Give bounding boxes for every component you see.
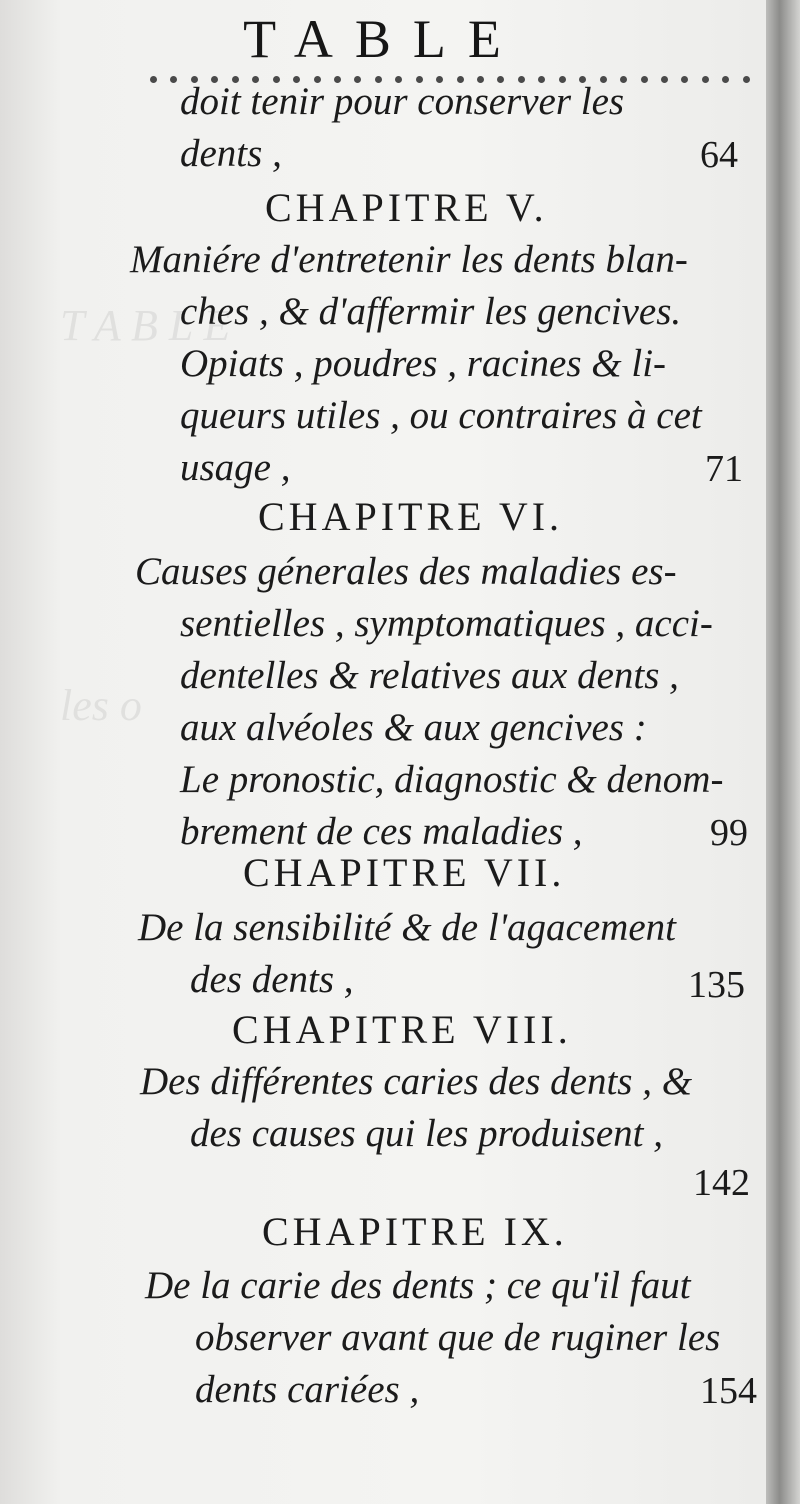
entry-line: ches , & d'affermir les gencives. xyxy=(180,290,682,333)
entry-line: doit tenir pour conserver les xyxy=(180,80,625,123)
entry-line: Causes génerales des maladies es- xyxy=(135,550,677,593)
page-number: 142 xyxy=(693,1162,750,1204)
entry-line: Des différentes caries des dents , & xyxy=(140,1060,693,1103)
page-number: 64 xyxy=(700,134,738,176)
entry-line: usage , xyxy=(180,446,291,489)
entry-line: De la sensibilité & de l'agacement xyxy=(138,906,676,949)
entry-line: De la carie des dents ; ce qu'il faut xyxy=(145,1264,691,1307)
page-number: 71 xyxy=(705,448,743,490)
running-head: TABLE xyxy=(243,9,523,69)
chapter-heading: CHAPITRE VI. xyxy=(258,494,564,539)
entry-line: sentielles , symptomatiques , acci- xyxy=(180,602,713,645)
bleed-through-text: les o xyxy=(60,681,142,730)
entry-line: dents , xyxy=(180,132,282,175)
entry-line: Opiats , poudres , racines & li- xyxy=(180,342,667,385)
entry-line: dentelles & relatives aux dents , xyxy=(180,654,679,697)
page-number: 154 xyxy=(700,1370,757,1412)
entry-line: des causes qui les produisent , xyxy=(190,1112,664,1155)
page-number: 135 xyxy=(688,964,745,1006)
entry-line: brement de ces maladies , xyxy=(180,810,583,853)
chapter-heading: CHAPITRE VIII. xyxy=(232,1007,572,1052)
entry-line: des dents , xyxy=(190,958,354,1001)
chapter-heading: CHAPITRE IX. xyxy=(262,1209,568,1254)
chapter-heading: CHAPITRE V. xyxy=(265,185,548,230)
page-number: 99 xyxy=(710,812,748,854)
chapter-heading: CHAPITRE VII. xyxy=(243,850,566,895)
entry-line: dents cariées , xyxy=(195,1368,420,1411)
entry-line: aux alvéoles & aux gencives : xyxy=(180,706,647,749)
bleed-through-text: T A B L E xyxy=(60,301,231,350)
entry-line: Le pronostic, diagnostic & denom- xyxy=(180,758,724,801)
entry-line: observer avant que de ruginer les xyxy=(195,1316,721,1359)
entry-line: Maniére d'entretenir les dents blan- xyxy=(130,238,688,281)
entry-line: queurs utiles , ou contraires à cet xyxy=(180,394,702,437)
page-edge xyxy=(766,0,800,1504)
